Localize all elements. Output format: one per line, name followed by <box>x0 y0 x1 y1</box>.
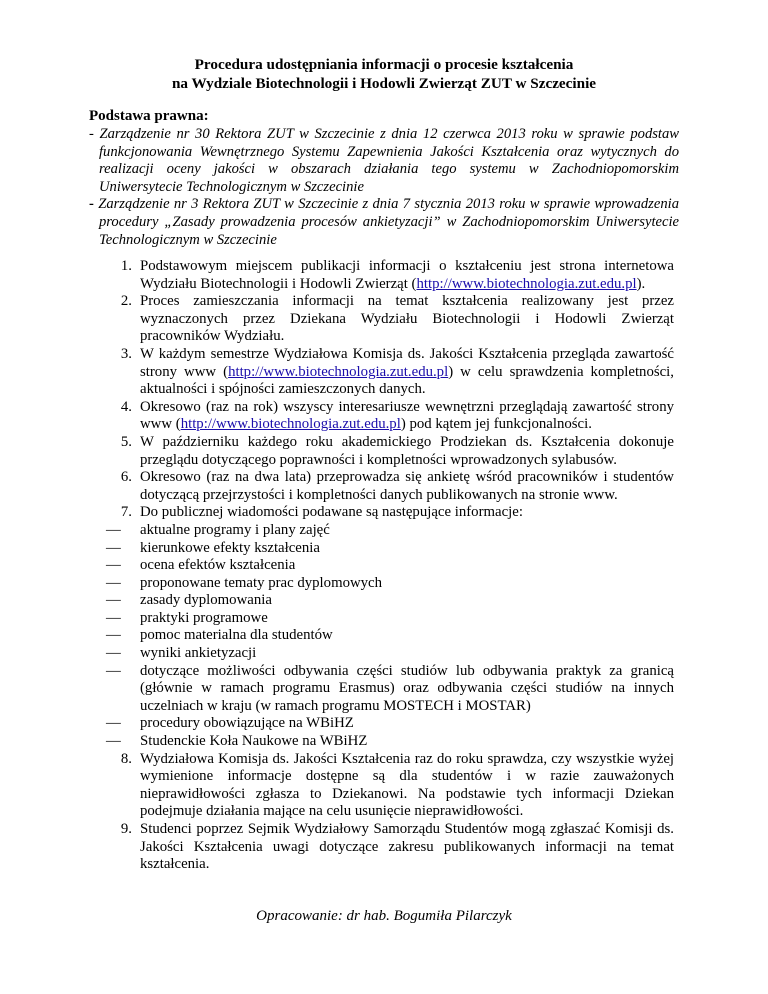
legal-basis-item: - Zarządzenie nr 30 Rektora ZUT w Szczecinie z dnia 12 czerwca 2013 roku w sprawie podstaw funkcjonowania Wewnętrznego Systemu Zapewnienia Jakości Kształcenia oraz wytycznych do realizacji oceny jakości w obszarach działania tego systemu w Zachodniopomorskim Uniwersytecie Technologicznym w Szczecinie <box>89 126 679 195</box>
info-list-item: — zasady dyplomowania <box>106 592 272 609</box>
procedure-point-3: 3. W każdym semestrze Wydziałowa Komisja ds. Jakości Kształcenia przegląda zawartość strony www (http://www.biotechnologia.zut.edu.pl) w celu sprawdzenia kompletności, aktualności i spójności zamieszczonych danych. <box>120 345 674 398</box>
info-list-item: — proponowane tematy prac dyplomowych <box>106 574 383 591</box>
procedure-point-7: 7. Do publicznej wiadomości podawane są następujące informacje: <box>120 504 523 521</box>
title-line-2: na Wydziale Biotechnologii i Hodowli Zwierząt ZUT w Szczecinie <box>171 74 597 92</box>
info-list-item: — wyniki ankietyzacji <box>106 645 257 662</box>
procedure-point-2: 2. Proces zamieszczania informacji na temat kształcenia realizowany jest przez wyznaczonych przez Dziekana Wydziału Biotechnologii i Hodowli Zwierząt pracowników Wydziału. <box>120 293 674 345</box>
faculty-website-link[interactable]: http://www.biotechnologia.zut.edu.pl <box>180 416 401 433</box>
procedure-point-1: 1. Podstawowym miejscem publikacji informacji o kształceniu jest strona internetowa Wydziału Biotechnologii i Hodowli Zwierząt (http://www.biotechnologia.zut.edu.pl). <box>120 258 674 292</box>
legal-basis-heading: Podstawa prawna: <box>89 108 209 124</box>
info-list-item: — procedury obowiązujące na WBiHZ <box>106 715 354 732</box>
procedure-point-5: 5. W październiku każdego roku akademickiego Prodziekan ds. Kształcenia dokonuje przeglądu dotyczącego poprawności i kompletności wprowadzonych sylabusów. <box>120 433 674 468</box>
info-list-item: — aktualne programy i plany zajęć <box>106 521 330 538</box>
procedure-point-4: 4. Okresowo (raz na rok) wszyscy interesariusze wewnętrzni przeglądają zawartość strony www (http://www.biotechnologia.zut.edu.pl) pod kątem jej funkcjonalności. <box>120 398 674 433</box>
info-list-item: — Studenckie Koła Naukowe na WBiHZ <box>106 733 368 750</box>
procedure-point-9: 9. Studenci poprzez Sejmik Wydziałowy Samorządu Studentów mogą zgłaszać Komisji ds. Jakości Kształcenia uwagi dotyczące zakresu publikowanych informacji na temat kształcenia. <box>120 821 674 873</box>
legal-basis-list <box>89 126 679 249</box>
title-line-1: Procedura udostępniania informacji o procesie kształcenia <box>194 56 574 73</box>
procedure-list <box>104 258 674 874</box>
info-list-item: — praktyki programowe <box>106 609 268 626</box>
faculty-website-link[interactable]: http://www.biotechnologia.zut.edu.pl <box>228 363 449 380</box>
procedure-point-8: 8. Wydziałowa Komisja ds. Jakości Kształcenia raz do roku sprawdza, czy wszystkie wyżej wymienione informacje dostępne są dla studentów i w razie zauważonych nieprawidłowości zgłasza to Dziekanowi. Na podstawie tych informacji Dziekan podejmuje działania mające na celu usunięcie nieprawidłowości. <box>120 750 674 820</box>
info-list-item: — kierunkowe efekty kształcenia <box>106 539 320 556</box>
author-footer: Opracowanie: dr hab. Bogumiła Pilarczyk <box>256 908 512 924</box>
info-list-item: — dotyczące możliwości odbywania części studiów lub odbywania praktyk za granicą (głównie w ramach programu Erasmus) oraz odbywania części studiów na innych uczelniach w kraju (w ramach programu MOSTECH i MOSTAR) <box>106 662 674 714</box>
faculty-website-link[interactable]: http://www.biotechnologia.zut.edu.pl <box>416 275 637 292</box>
procedure-point-6: 6. Okresowo (raz na dwa lata) przeprowadza się ankietę wśród pracowników i studentów dotyczącą przejrzystości i kompletności danych publikowanych na stronie www. <box>120 469 674 503</box>
info-list-item: — ocena efektów kształcenia <box>106 557 296 574</box>
info-list-item: — pomoc materialna dla studentów <box>106 627 333 644</box>
document-title <box>80 56 688 93</box>
legal-basis-item: - Zarządzenie nr 3 Rektora ZUT w Szczecinie z dnia 7 stycznia 2013 roku w sprawie wprowadzenia procedury „Zasady prowadzenia procesów ankietyzacji” w Zachodniopomorskim Uniwersytecie Technologicznym w Szczecinie <box>89 196 679 248</box>
